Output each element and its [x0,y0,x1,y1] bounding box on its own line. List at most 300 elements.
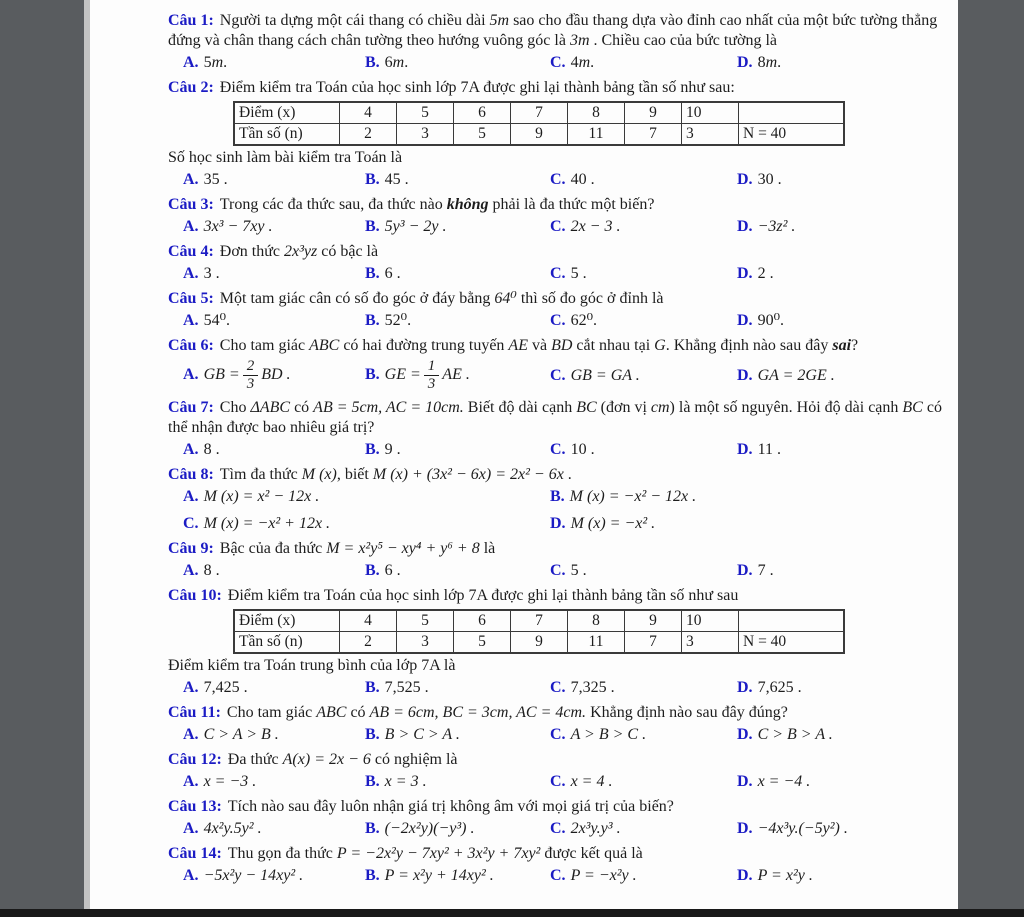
bottom-edge-bar [0,909,1024,917]
text-segment: Số học sinh làm bài kiểm tra Toán là [168,149,403,166]
text-segment: 7,325 . [570,679,615,696]
option-C [550,678,737,698]
option-D [737,264,948,284]
option-B [365,311,550,331]
text-segment: . [223,54,228,71]
text-segment: là [479,540,496,557]
math-text: BC [576,399,597,416]
option-letter: D. [737,726,753,743]
math-text: x = −3 . [203,773,257,790]
option-letter: A. [183,366,199,384]
option-letter: B. [365,820,380,837]
math-text: P = −2x²y − 7xy² + 3x²y + 7xy² [336,845,541,862]
freq-cell: 11 [568,632,625,654]
text-segment: Biết độ dài cạnh [463,399,577,416]
text-segment: 54⁰. [203,312,230,329]
option-B [365,678,550,698]
text-segment: Khẳng định nào sau đây đúng? [586,704,788,721]
option-letter: D. [737,366,753,384]
question-number: Câu 8: [168,466,214,483]
math-text: 2x³y.y³ . [570,820,621,837]
option-A [183,561,365,581]
score-cell: 6 [454,610,511,632]
option-letter: D. [737,218,753,235]
frequency-table [233,609,845,654]
document-page [90,0,958,909]
text-segment: Thu gọn đa thức [227,845,337,862]
math-text: −4x³y.(−5y²) . [757,820,848,837]
math-text: ΔABC [250,399,291,416]
math-text: GE = [384,366,421,384]
question-8 [168,465,948,534]
option-C [550,819,737,839]
math-text: B > C > A . [384,726,460,743]
text-segment: không [446,196,489,213]
math-text: (−2x²y)(−y³) . [384,820,475,837]
table-row [234,610,844,632]
question-text [168,242,948,262]
math-text: M (x) = x² − 12x . [203,488,320,505]
option-B [365,772,550,792]
option-letter: A. [183,171,199,188]
score-cell: 6 [454,102,511,124]
freq-cell: 9 [511,632,568,654]
option-letter: A. [183,867,199,884]
question-text [168,797,948,817]
math-text: M (x) = −x² + 12x . [203,515,331,532]
freq-cell: 2 [340,632,397,654]
option-B [365,264,550,284]
option-letter: B. [365,867,380,884]
question-number: Câu 11: [168,704,221,721]
option-letter: A. [183,54,199,71]
text-segment: Cho tam giác [219,337,310,354]
option-A [183,170,365,190]
text-segment: 30 . [757,171,782,188]
empty-cell [739,102,845,124]
text-segment: Bậc của đa thức [219,540,327,557]
score-cell: 7 [511,102,568,124]
text-segment: Tích nào sau đây luôn nhận giá trị không âm với mọi giá trị của biến? [227,798,674,815]
question-text [168,539,948,559]
question-text [168,336,948,356]
math-text: P = −x²y . [570,867,637,884]
options-row [183,725,948,745]
option-B [365,819,550,839]
freq-cell: 5 [454,124,511,146]
question-post-text [168,656,948,676]
math-text: 64⁰ [494,290,517,307]
option-letter: C. [550,171,566,188]
option-letter: A. [183,312,199,329]
question-text [168,586,948,606]
option-C [550,725,737,745]
text-segment: 5 . [570,265,587,282]
option-C [550,561,737,581]
math-text: AE [508,337,528,354]
math-text: 4x²y.5y² . [203,820,262,837]
text-segment: 6 . [384,265,401,282]
options-row [183,678,948,698]
text-segment: . Khẳng định nào sau đây [665,337,833,354]
score-cell: 7 [511,610,568,632]
text-segment: 35 . [203,171,228,188]
question-number: Câu 9: [168,540,214,557]
text-segment: Một tam giác cân có số đo góc ở đáy bằng [219,290,495,307]
math-text: M = x²y⁵ − xy⁴ + y⁶ + 8 [326,540,480,557]
question-number: Câu 6: [168,337,214,354]
math-text: x = 4 . [570,773,613,790]
option-letter: D. [737,265,753,282]
score-cell: 9 [625,102,682,124]
freq-cell: 3 [682,124,739,146]
option-D [737,678,948,698]
math-text: P = x²y . [757,867,813,884]
text-segment: 8 . [203,562,220,579]
option-C [550,440,737,460]
text-segment: ) là một số nguyên. Hỏi độ dài cạnh [669,399,903,416]
math-text: 3m [569,32,590,49]
table-row [234,102,844,124]
options-row [183,217,948,237]
option-D [737,311,948,331]
question-text [168,465,948,485]
option-letter: D. [737,441,753,458]
option-letter: C. [550,726,566,743]
option-letter: D. [737,54,753,71]
question-number: Câu 12: [168,751,222,768]
text-segment: Cho tam giác [226,704,317,721]
text-segment: có [346,704,370,721]
left-gray-gutter [0,0,84,909]
text-segment: 10 . [570,441,595,458]
option-C [550,366,737,386]
math-text: M (x) = −x² . [570,515,656,532]
text-segment: 5 . [570,562,587,579]
options-row [183,311,948,331]
option-letter: A. [183,820,199,837]
option-D [550,514,948,534]
text-segment: 90⁰. [757,312,784,329]
text-segment: sao cho đầu thang dựa vào đỉnh cao nhất của một bức tường thẳng đứng và chân thang cách chân tường theo hướng vuông góc là [168,12,938,49]
option-letter: A. [183,679,199,696]
option-letter: A. [183,265,199,282]
text-segment: , biết [336,466,373,483]
option-letter: C. [183,515,199,532]
text-segment: có thể nhận được bao nhiêu giá trị? [168,399,942,436]
question-number: Câu 13: [168,798,222,815]
option-letter: C. [550,441,566,458]
question-number: Câu 2: [168,79,214,96]
math-text: M (x) + (3x² − 6x) = 2x² − 6x [372,466,564,483]
options-row [183,819,948,839]
text-segment: 62⁰. [570,312,597,329]
math-text: GB = GA . [570,366,640,384]
option-C [550,53,737,73]
fraction-denominator: 3 [427,376,436,392]
options-row [183,440,948,460]
option-B [365,53,550,73]
option-letter: A. [183,726,199,743]
option-letter: A. [183,562,199,579]
empty-cell [739,610,845,632]
text-segment: 6 [384,54,393,71]
math-text: AE . [442,366,470,384]
score-cell: 10 [682,610,739,632]
option-letter: C. [550,366,566,384]
math-text: 5m [489,12,510,29]
option-letter: A. [183,218,199,235]
options-row [183,772,948,792]
text-segment: 52⁰. [384,312,412,329]
math-text: BD [551,337,573,354]
option-C [183,514,550,534]
text-segment: được kết quả là [540,845,643,862]
option-letter: B. [365,679,380,696]
options-row [183,53,948,73]
text-segment: có hai đường trung tuyến [339,337,509,354]
fraction-numerator: 1 [424,358,440,376]
math-text: 2x³yz [284,243,318,260]
option-A [183,311,365,331]
option-letter: B. [365,726,380,743]
math-text: ABC [309,337,340,354]
option-D [737,772,948,792]
option-A [183,440,365,460]
math-text: m [392,54,405,71]
math-text: −5x²y − 14xy² . [203,867,304,884]
fraction-denominator: 3 [246,376,255,392]
math-text: BD . [261,366,291,384]
math-text: m [578,54,591,71]
question-6 [168,336,948,393]
fraction [424,358,440,393]
text-segment: Tìm đa thức [219,466,302,483]
options-row [183,866,948,886]
math-text: C > A > B . [203,726,279,743]
option-C [550,311,737,331]
text-segment: . Chiều cao của bức tường là [589,32,778,49]
option-C [550,264,737,284]
freq-cell: 3 [397,124,454,146]
option-C [550,772,737,792]
option-A [183,217,365,237]
text-segment: cắt nhau tại [572,337,655,354]
question-11 [168,703,948,745]
freq-row-label: Tần số (n) [234,124,340,146]
option-letter: C. [550,773,566,790]
text-segment: 5 [203,54,212,71]
option-letter: D. [737,867,753,884]
score-cell: 8 [568,102,625,124]
math-text: A > B > C . [570,726,647,743]
option-letter: C. [550,562,566,579]
options-row [183,487,948,534]
question-text [168,11,948,51]
text-segment: 7,525 . [384,679,429,696]
option-D [737,561,948,581]
table-row [234,632,844,654]
option-A [183,866,365,886]
option-A [183,53,365,73]
freq-cell: 5 [454,632,511,654]
options-row [183,170,948,190]
option-letter: B. [365,441,380,458]
score-cell: 5 [397,610,454,632]
text-segment: 7,425 . [203,679,248,696]
option-letter: C. [550,679,566,696]
option-D [737,366,948,386]
score-cell: 9 [625,610,682,632]
option-D [737,170,948,190]
option-letter: D. [737,820,753,837]
score-row-label: Điểm (x) [234,610,340,632]
option-A [183,725,365,745]
option-A [183,678,365,698]
question-text [168,844,948,864]
math-text: 5y³ − 2y . [384,218,447,235]
math-text: AB = 6cm, BC = 3cm, AC = 4cm. [369,704,587,721]
question-number: Câu 1: [168,12,214,29]
text-segment: 2 . [757,265,774,282]
option-letter: B. [365,54,380,71]
option-A [183,819,365,839]
score-cell: 5 [397,102,454,124]
option-letter: B. [365,171,380,188]
option-letter: A. [183,773,199,790]
question-text [168,289,948,309]
math-text: 3x³ − 7xy . [203,218,273,235]
text-segment: . [404,54,409,71]
option-letter: C. [550,54,566,71]
question-10 [168,586,948,698]
text-segment: Cho [219,399,251,416]
math-text: AB = 5cm, AC = 10cm. [313,399,464,416]
total-cell: N = 40 [739,632,845,654]
math-text: 2x − 3 . [570,218,621,235]
question-post-text [168,148,948,168]
option-B [365,866,550,886]
text-segment: 8 [757,54,766,71]
option-letter: B. [365,366,380,384]
text-segment: Điểm kiểm tra Toán của học sinh lớp 7A được ghi lại thành bảng tần số như sau [227,587,739,604]
text-segment: Người ta dựng một cái thang có chiều dài [219,12,490,29]
option-B [365,170,550,190]
option-D [737,440,948,460]
option-letter: B. [365,312,380,329]
question-number: Câu 7: [168,399,214,416]
text-segment: và [527,337,552,354]
text-segment: 45 . [384,171,409,188]
freq-cell: 3 [682,632,739,654]
text-segment: Đơn thức [219,243,285,260]
option-C [550,170,737,190]
math-text: G [654,337,666,354]
freq-cell: 2 [340,124,397,146]
option-B [365,440,550,460]
question-13 [168,797,948,839]
question-number: Câu 14: [168,845,222,862]
text-segment: (đơn vị [596,399,651,416]
text-segment: cm [650,399,670,416]
option-D [737,53,948,73]
math-text: −3z² . [757,218,796,235]
total-cell: N = 40 [739,124,845,146]
option-letter: B. [365,773,380,790]
freq-cell: 9 [511,124,568,146]
option-B [550,487,948,507]
options-row [183,358,948,393]
option-B [365,358,550,393]
question-number: Câu 10: [168,587,222,604]
score-cell: 8 [568,610,625,632]
text-segment: 40 . [570,171,595,188]
right-gray-gutter [958,0,1024,909]
math-text: GB = [203,366,240,384]
math-text: BC [902,399,923,416]
math-text: P = x²y + 14xy² . [384,867,494,884]
option-A [183,264,365,284]
question-5 [168,289,948,331]
option-letter: C. [550,218,566,235]
option-letter: D. [737,562,753,579]
option-letter: B. [365,265,380,282]
option-letter: D. [737,171,753,188]
question-12 [168,750,948,792]
math-text: GA = 2GE . [757,366,835,384]
option-B [365,217,550,237]
option-letter: D. [737,679,753,696]
text-segment: phải là đa thức một biến? [488,196,655,213]
freq-cell: 3 [397,632,454,654]
score-row-label: Điểm (x) [234,102,340,124]
question-text [168,750,948,770]
text-segment: 7 . [757,562,774,579]
text-segment: . [777,54,782,71]
math-text: ABC [316,704,347,721]
score-cell: 10 [682,102,739,124]
score-cell: 4 [340,610,397,632]
text-segment: . [590,54,595,71]
question-number: Câu 3: [168,196,214,213]
text-segment: Trong các đa thức sau, đa thức nào [219,196,447,213]
question-4 [168,242,948,284]
text-segment: thì số đo góc ở đỉnh là [516,290,664,307]
fraction [243,358,259,393]
option-letter: C. [550,312,566,329]
text-segment: có bậc là [317,243,379,260]
text-segment: có [290,399,314,416]
option-A [183,487,550,507]
math-text: x = 3 . [384,773,427,790]
text-segment: 9 . [384,441,401,458]
option-A [183,358,365,393]
option-A [183,772,365,792]
question-1 [168,11,948,73]
math-text: M (x) = −x² − 12x . [569,488,697,505]
question-text [168,195,948,215]
question-text [168,398,948,438]
frequency-table [233,101,845,146]
math-text: C > B > A . [757,726,833,743]
option-C [550,217,737,237]
question-3 [168,195,948,237]
option-letter: C. [550,867,566,884]
text-segment: 3 . [203,265,220,282]
options-row [183,561,948,581]
text-segment: 11 . [757,441,781,458]
question-14 [168,844,948,886]
